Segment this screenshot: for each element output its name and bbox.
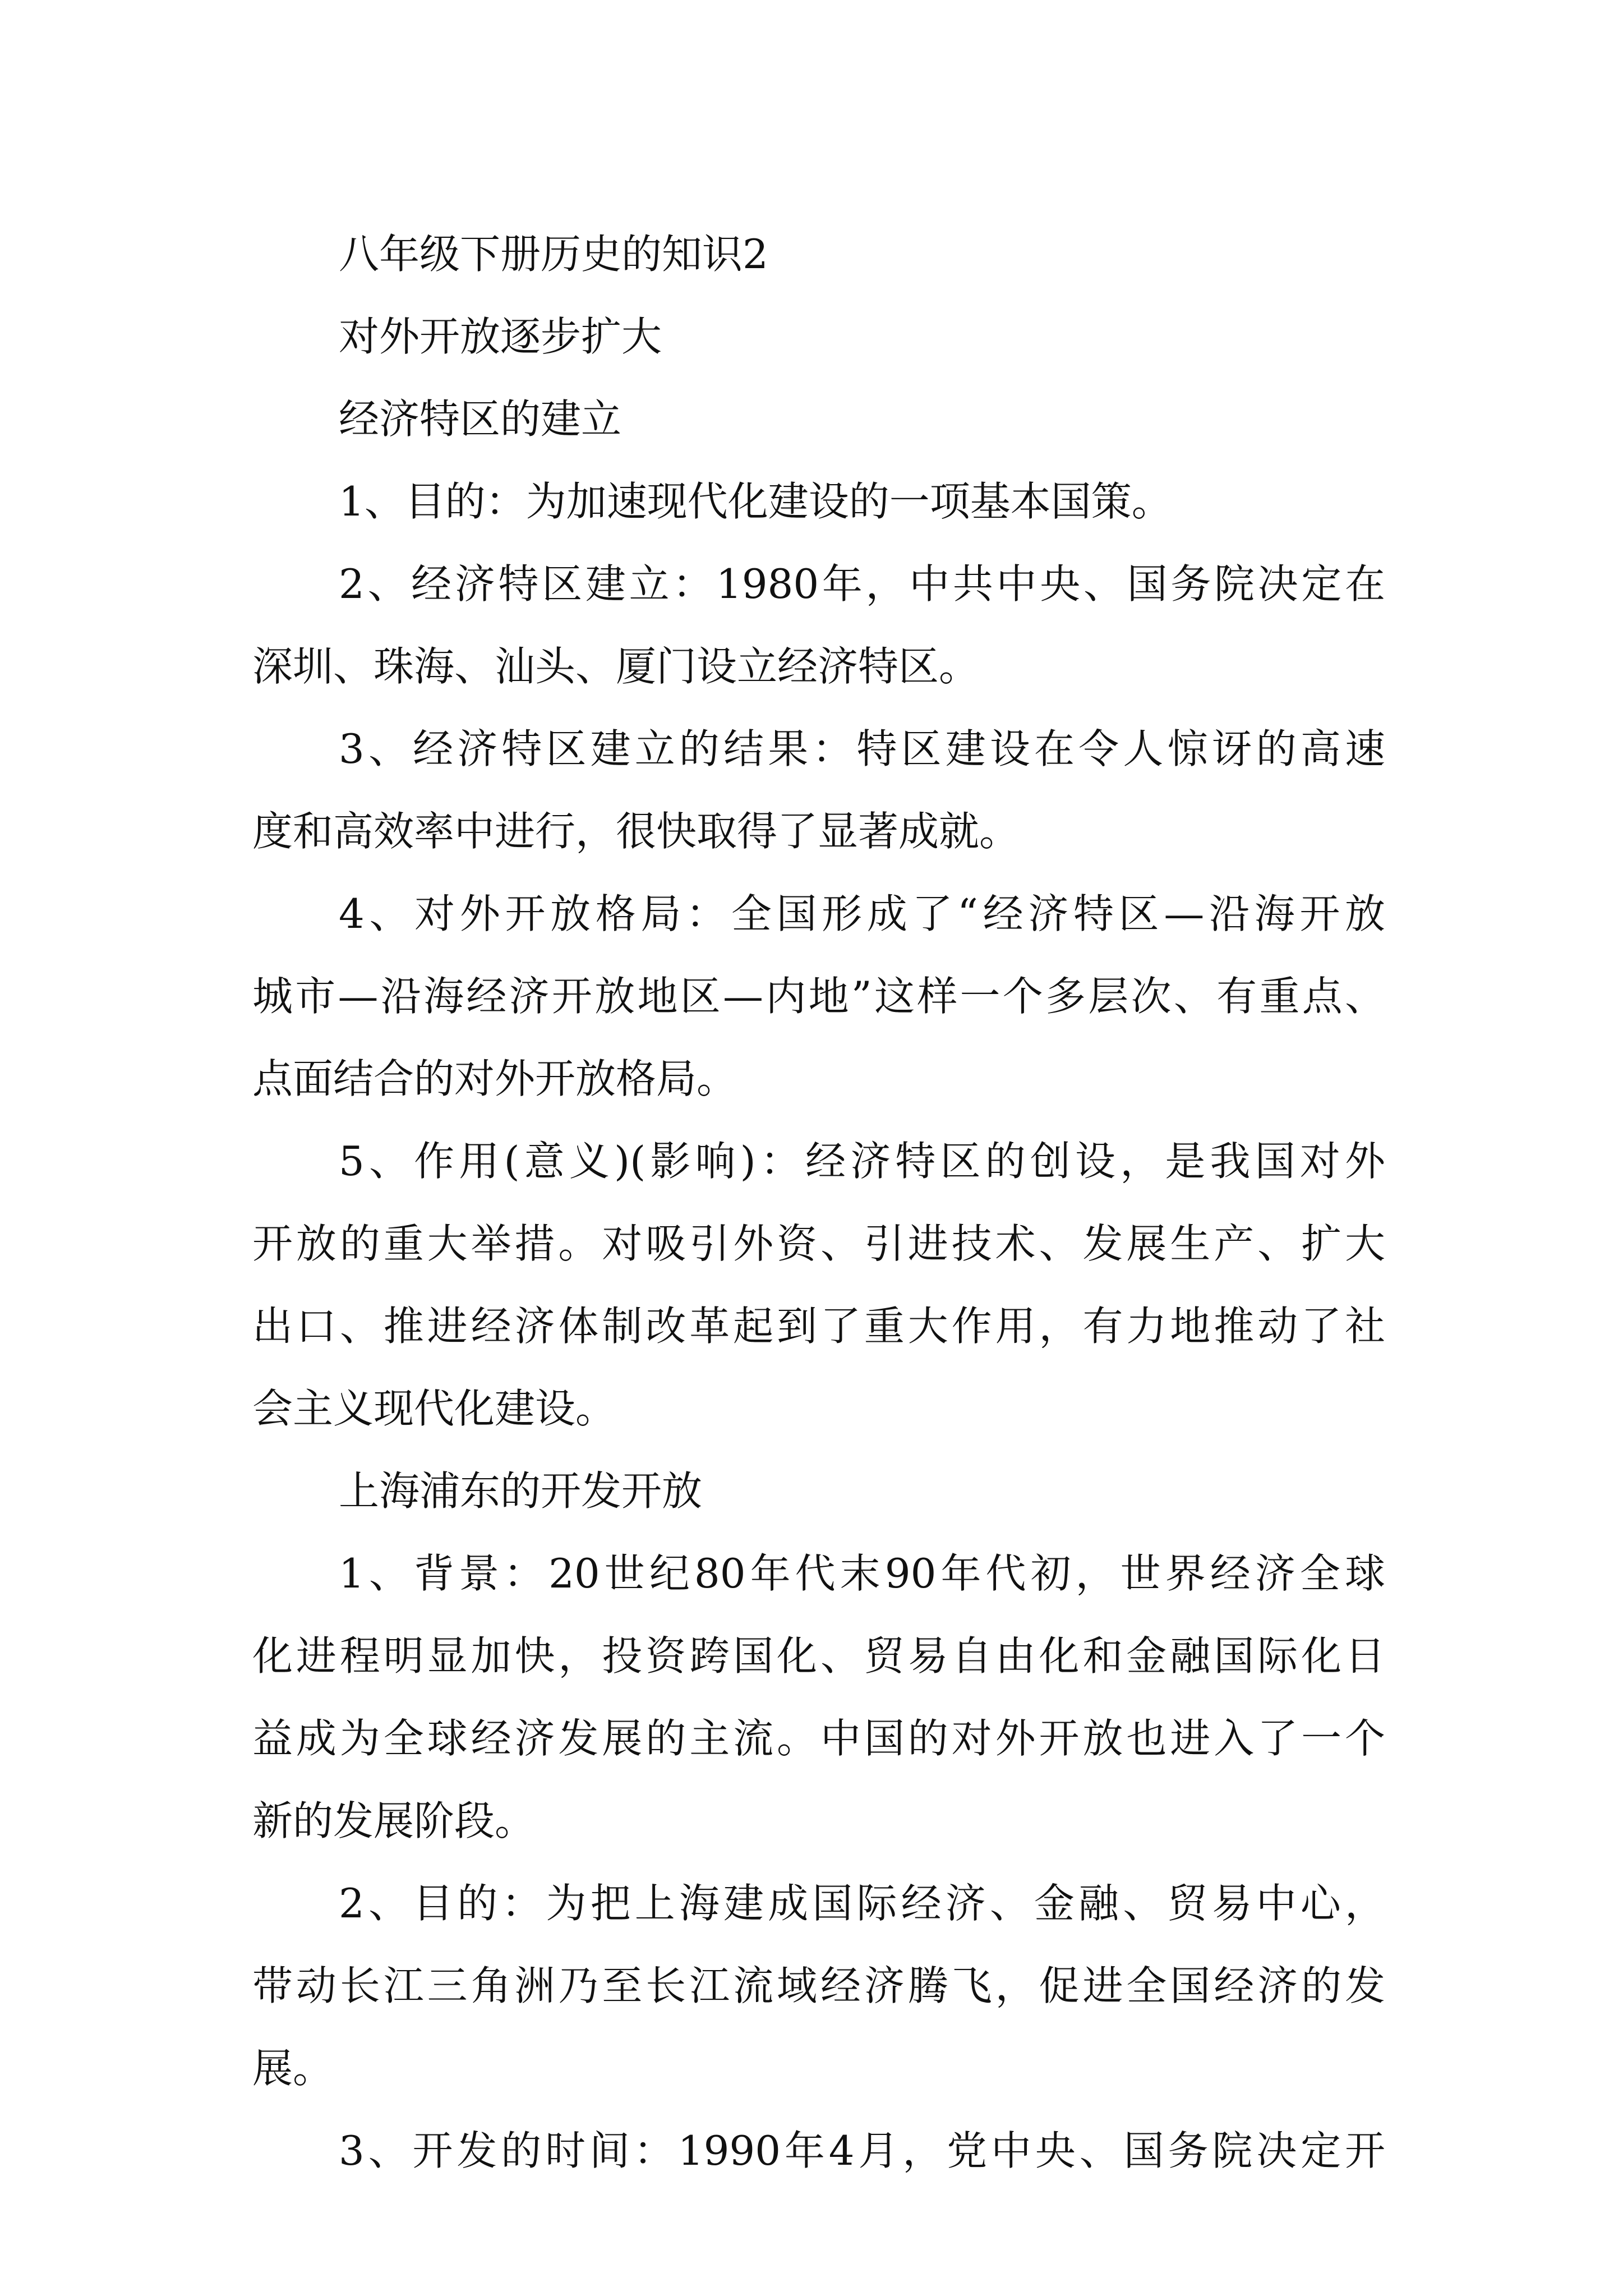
paragraph-line: 深圳、珠海、汕头、厦门设立经济特区。: [252, 643, 980, 690]
paragraph-line: 开放的重大举措。对吸引外资、引进技术、发展生产、扩大: [252, 1220, 1385, 1267]
paragraph-line: 2、目的：为把上海建成国际经济、金融、贸易中心，: [339, 1880, 1385, 1927]
paragraph-line: 3、开发的时间：1990年4月，党中央、国务院决定开: [339, 2127, 1385, 2174]
paragraph-line: 点面结合的对外开放格局。: [252, 1055, 737, 1102]
paragraph-line: 益成为全球经济发展的主流。中国的对外开放也进入了一个: [252, 1715, 1385, 1762]
paragraph-line: 4、对外开放格局：全国形成了“经济特区—沿海开放: [339, 890, 1385, 937]
document-title: 八年级下册历史的知识2: [339, 231, 768, 278]
paragraph-line: 化进程明显加快，投资跨国化、贸易自由化和金融国际化日: [252, 1632, 1385, 1680]
paragraph-line: 5、作用(意义)(影响)：经济特区的创设，是我国对外: [339, 1138, 1385, 1185]
paragraph-line: 会主义现代化建设。: [252, 1385, 616, 1432]
paragraph-line: 3、经济特区建立的结果：特区建设在令人惊讶的高速: [339, 725, 1385, 772]
subsection-heading: 上海浦东的开发开放: [339, 1467, 703, 1515]
paragraph-line: 1、背景：20世纪80年代末90年代初，世界经济全球: [339, 1550, 1385, 1597]
paragraph-line: 展。: [252, 2045, 334, 2092]
paragraph-line: 新的发展阶段。: [252, 1797, 536, 1844]
paragraph-line: 带动长江三角洲乃至长江流域经济腾飞，促进全国经济的发: [252, 1962, 1385, 2009]
document-body: [252, 213, 1385, 2192]
paragraph-line: 2、经济特区建立：1980年，中共中央、国务院决定在: [339, 560, 1385, 608]
subsection-heading: 经济特区的建立: [339, 395, 622, 443]
paragraph-line: 1、目的：为加速现代化建设的一项基本国策。: [339, 478, 1172, 525]
paragraph-line: 出口、推进经济体制改革起到了重大作用，有力地推动了社: [252, 1303, 1385, 1350]
paragraph-line: 度和高效率中进行，很快取得了显著成就。: [252, 808, 1020, 855]
section-heading: 对外开放逐步扩大: [339, 313, 662, 360]
paragraph-line: 城市—沿海经济开放地区—内地”这样一个多层次、有重点、: [252, 973, 1385, 1020]
